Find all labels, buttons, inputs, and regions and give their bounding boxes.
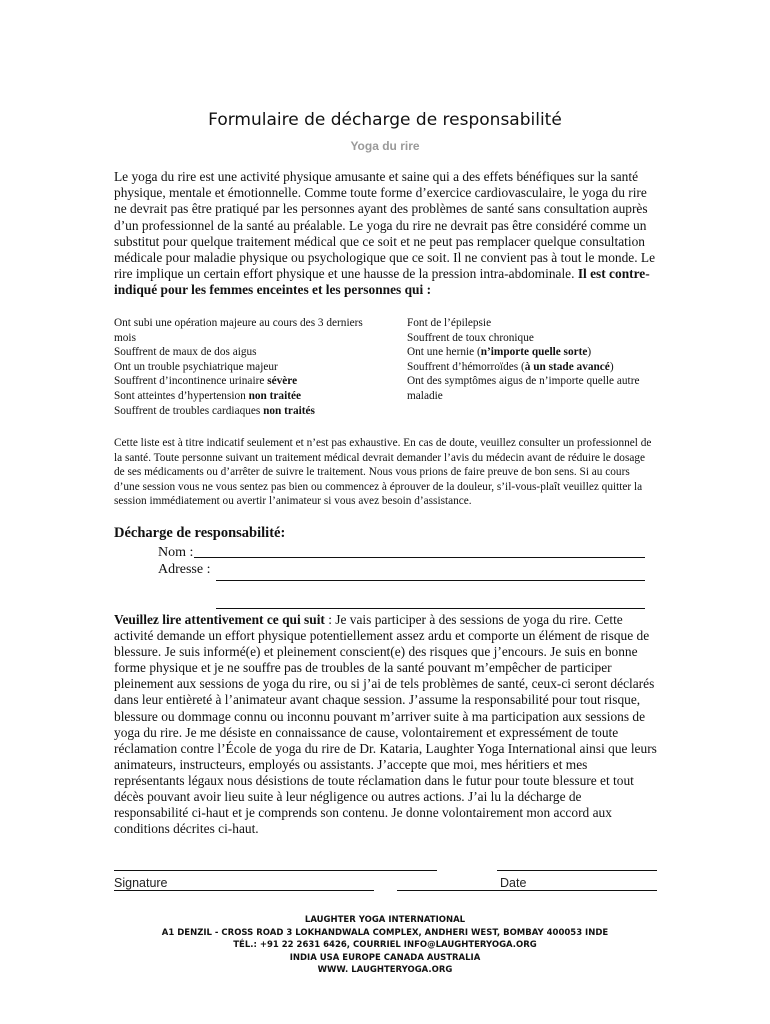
list-item-text: Sont atteintes d’hypertension xyxy=(114,389,249,402)
list-item-text: Souffrent de toux chronique xyxy=(407,331,534,344)
list-item xyxy=(114,404,384,419)
list-item-text: Souffrent d’incontinence urinaire xyxy=(114,375,268,388)
signature-top-line xyxy=(114,870,437,871)
list-item-emphasis: à un stade avancé xyxy=(524,360,610,373)
name-label: Nom : xyxy=(158,545,194,560)
list-item-suffix: ) xyxy=(587,346,592,359)
date-label: Date xyxy=(500,876,527,890)
list-item-text: Souffrent d’hémorroïdes ( xyxy=(407,360,525,373)
conditions-left-column xyxy=(114,316,384,418)
signature-label: Signature xyxy=(114,876,168,890)
disclaimer-note: Cette liste est à titre indicatif seulement et n’est pas exhaustive. En cas de doute, veuillez consulter un professionnel de la santé. Toute personne suivant un traitement médical devrait demander l’avis du médecin avant de réduire le dosage de ses médicaments ou d’arrêter de suivre le traitement. Nous vous prions de faire preuve de bon sens. Si au cours d’une session vous ne vous sentez pas bien ou commencez à éprouver de la douleur, s’il-vous-plaît veuillez quitter la session immédiatement ou avertir l’animateur si vous avez besoin d’assistance. xyxy=(114,437,652,508)
list-item xyxy=(114,345,384,360)
list-item-text: Ont des symptômes aigus de n’importe quelle autre maladie xyxy=(407,375,640,402)
page-title: Formulaire de décharge de responsabilité xyxy=(208,110,562,130)
list-item xyxy=(407,316,657,331)
list-item xyxy=(407,374,657,403)
list-item-text: Ont subi une opération majeure au cours des 3 derniers mois xyxy=(114,317,363,344)
list-item-emphasis: sévère xyxy=(267,375,298,388)
list-item xyxy=(114,389,384,404)
list-item-text: Font de l’épilepsie xyxy=(407,317,492,329)
name-field[interactable] xyxy=(194,557,645,558)
list-item xyxy=(114,374,384,389)
list-item-emphasis: n’importe quelle sorte xyxy=(480,346,588,359)
list-item-suffix: ) xyxy=(609,360,614,373)
declaration-heading: Décharge de responsabilité: xyxy=(114,525,286,541)
list-item-text: Souffrent de maux de dos aigus xyxy=(114,346,257,359)
footer-website: WWW. LAUGHTERYOGA.ORG xyxy=(317,965,453,975)
conditions-right-column xyxy=(407,316,657,404)
list-item xyxy=(407,360,657,375)
intro-bold-text: Il est contre-indiqué pour les femmes enceintes et les personnes qui : xyxy=(114,266,650,298)
signature-field[interactable] xyxy=(114,890,374,891)
list-item-text: Ont un trouble psychiatrique majeur xyxy=(114,360,278,373)
list-item xyxy=(407,345,657,360)
address-field-line-1[interactable] xyxy=(216,580,645,581)
list-item xyxy=(407,331,657,346)
page-subtitle: Yoga du rire xyxy=(350,139,420,153)
footer-org: LAUGHTER YOGA INTERNATIONAL xyxy=(304,915,466,925)
intro-paragraph xyxy=(114,169,658,299)
date-field[interactable] xyxy=(397,890,657,891)
footer-countries: INDIA USA EUROPE CANADA AUSTRALIA xyxy=(289,952,481,963)
list-item-emphasis: non traités xyxy=(263,404,315,417)
consent-bold-text: Veuillez lire attentivement ce qui suit xyxy=(114,612,325,627)
list-item xyxy=(114,360,384,375)
address-field-line-2[interactable] xyxy=(216,608,645,609)
footer-contact: TÉL.: +91 22 2631 6426, COURRIEL INFO@LAUGHTERYOGA.ORG xyxy=(233,940,537,950)
address-label: Adresse : xyxy=(158,562,211,577)
intro-text: Le yoga du rire est une activité physique amusante et saine qui a des effets bénéfiques sur la santé physique, mentale et émotionnelle. Comme toute forme d’exercice cardiovasculaire, le yoga du rire ne devrait pas être pratiqué par les personnes ayant des problèmes de santé sans consultation auprès d’un professionnel de la santé au préalable. Le yoga du rire ne devrait pas être considéré comme un substitut pour quelque traitement médical que ce soit et ne peut pas remplacer quelque consultation médicale pour maladie physique ou psychologique que ce soit. Il ne convient pas à tout le monde. Le rire implique un certain effort physique et une hausse de la pression intra-abdominale. xyxy=(114,169,656,282)
list-item-emphasis: non traitée xyxy=(248,389,302,402)
date-top-line xyxy=(497,870,657,871)
footer xyxy=(0,914,770,977)
list-item-text: Souffrent de troubles cardiaques xyxy=(114,404,264,417)
list-item xyxy=(114,316,384,345)
consent-paragraph xyxy=(114,612,658,837)
consent-text: : Je vais participer à des sessions de yoga du rire. Cette activité demande un effort physique potentiellement assez ardu et comporte un élément de risque de blessure. Je suis informé(e) et pleinement conscient(e) des risques que j’encours. Je suis en bonne forme physique et je ne souffre pas de troubles de la santé pouvant m’empêcher de participer pleinement aux sessions de yoga du rire, ou si j’ai de tels problèmes de santé, ceux-ci seront déclarés dans leur entièreté à l’animateur avant chaque session. J’assume la responsabilité pour tout risque, blessure ou dommage connu ou inconnu pouvant m’arriver suite à ma participation aux sessions de yoga du rire. Je me désiste en connaissance de cause, volontairement et expressément de toute réclamation contre l’École de yoga du rire de Dr. Kataria, Laughter Yoga International ainsi que leurs animateurs, instructeurs, employés ou assistants. J’accepte que moi, mes héritiers et mes représentants légaux nous désistions de toute réclamation dans le futur pour toute blessure et tout décès pouvant avoir lieu suite à leur négligence ou autres actions. J’ai lu la décharge de responsabilité ci-haut et je comprends son contenu. Je donne volontairement mon accord aux conditions décrites ci-haut. xyxy=(114,612,657,837)
list-item-text: Ont une hernie ( xyxy=(407,346,481,359)
footer-address: A1 DENZIL - CROSS ROAD 3 LOKHANDWALA COMPLEX, ANDHERI WEST, BOMBAY 400053 INDE xyxy=(161,927,609,938)
